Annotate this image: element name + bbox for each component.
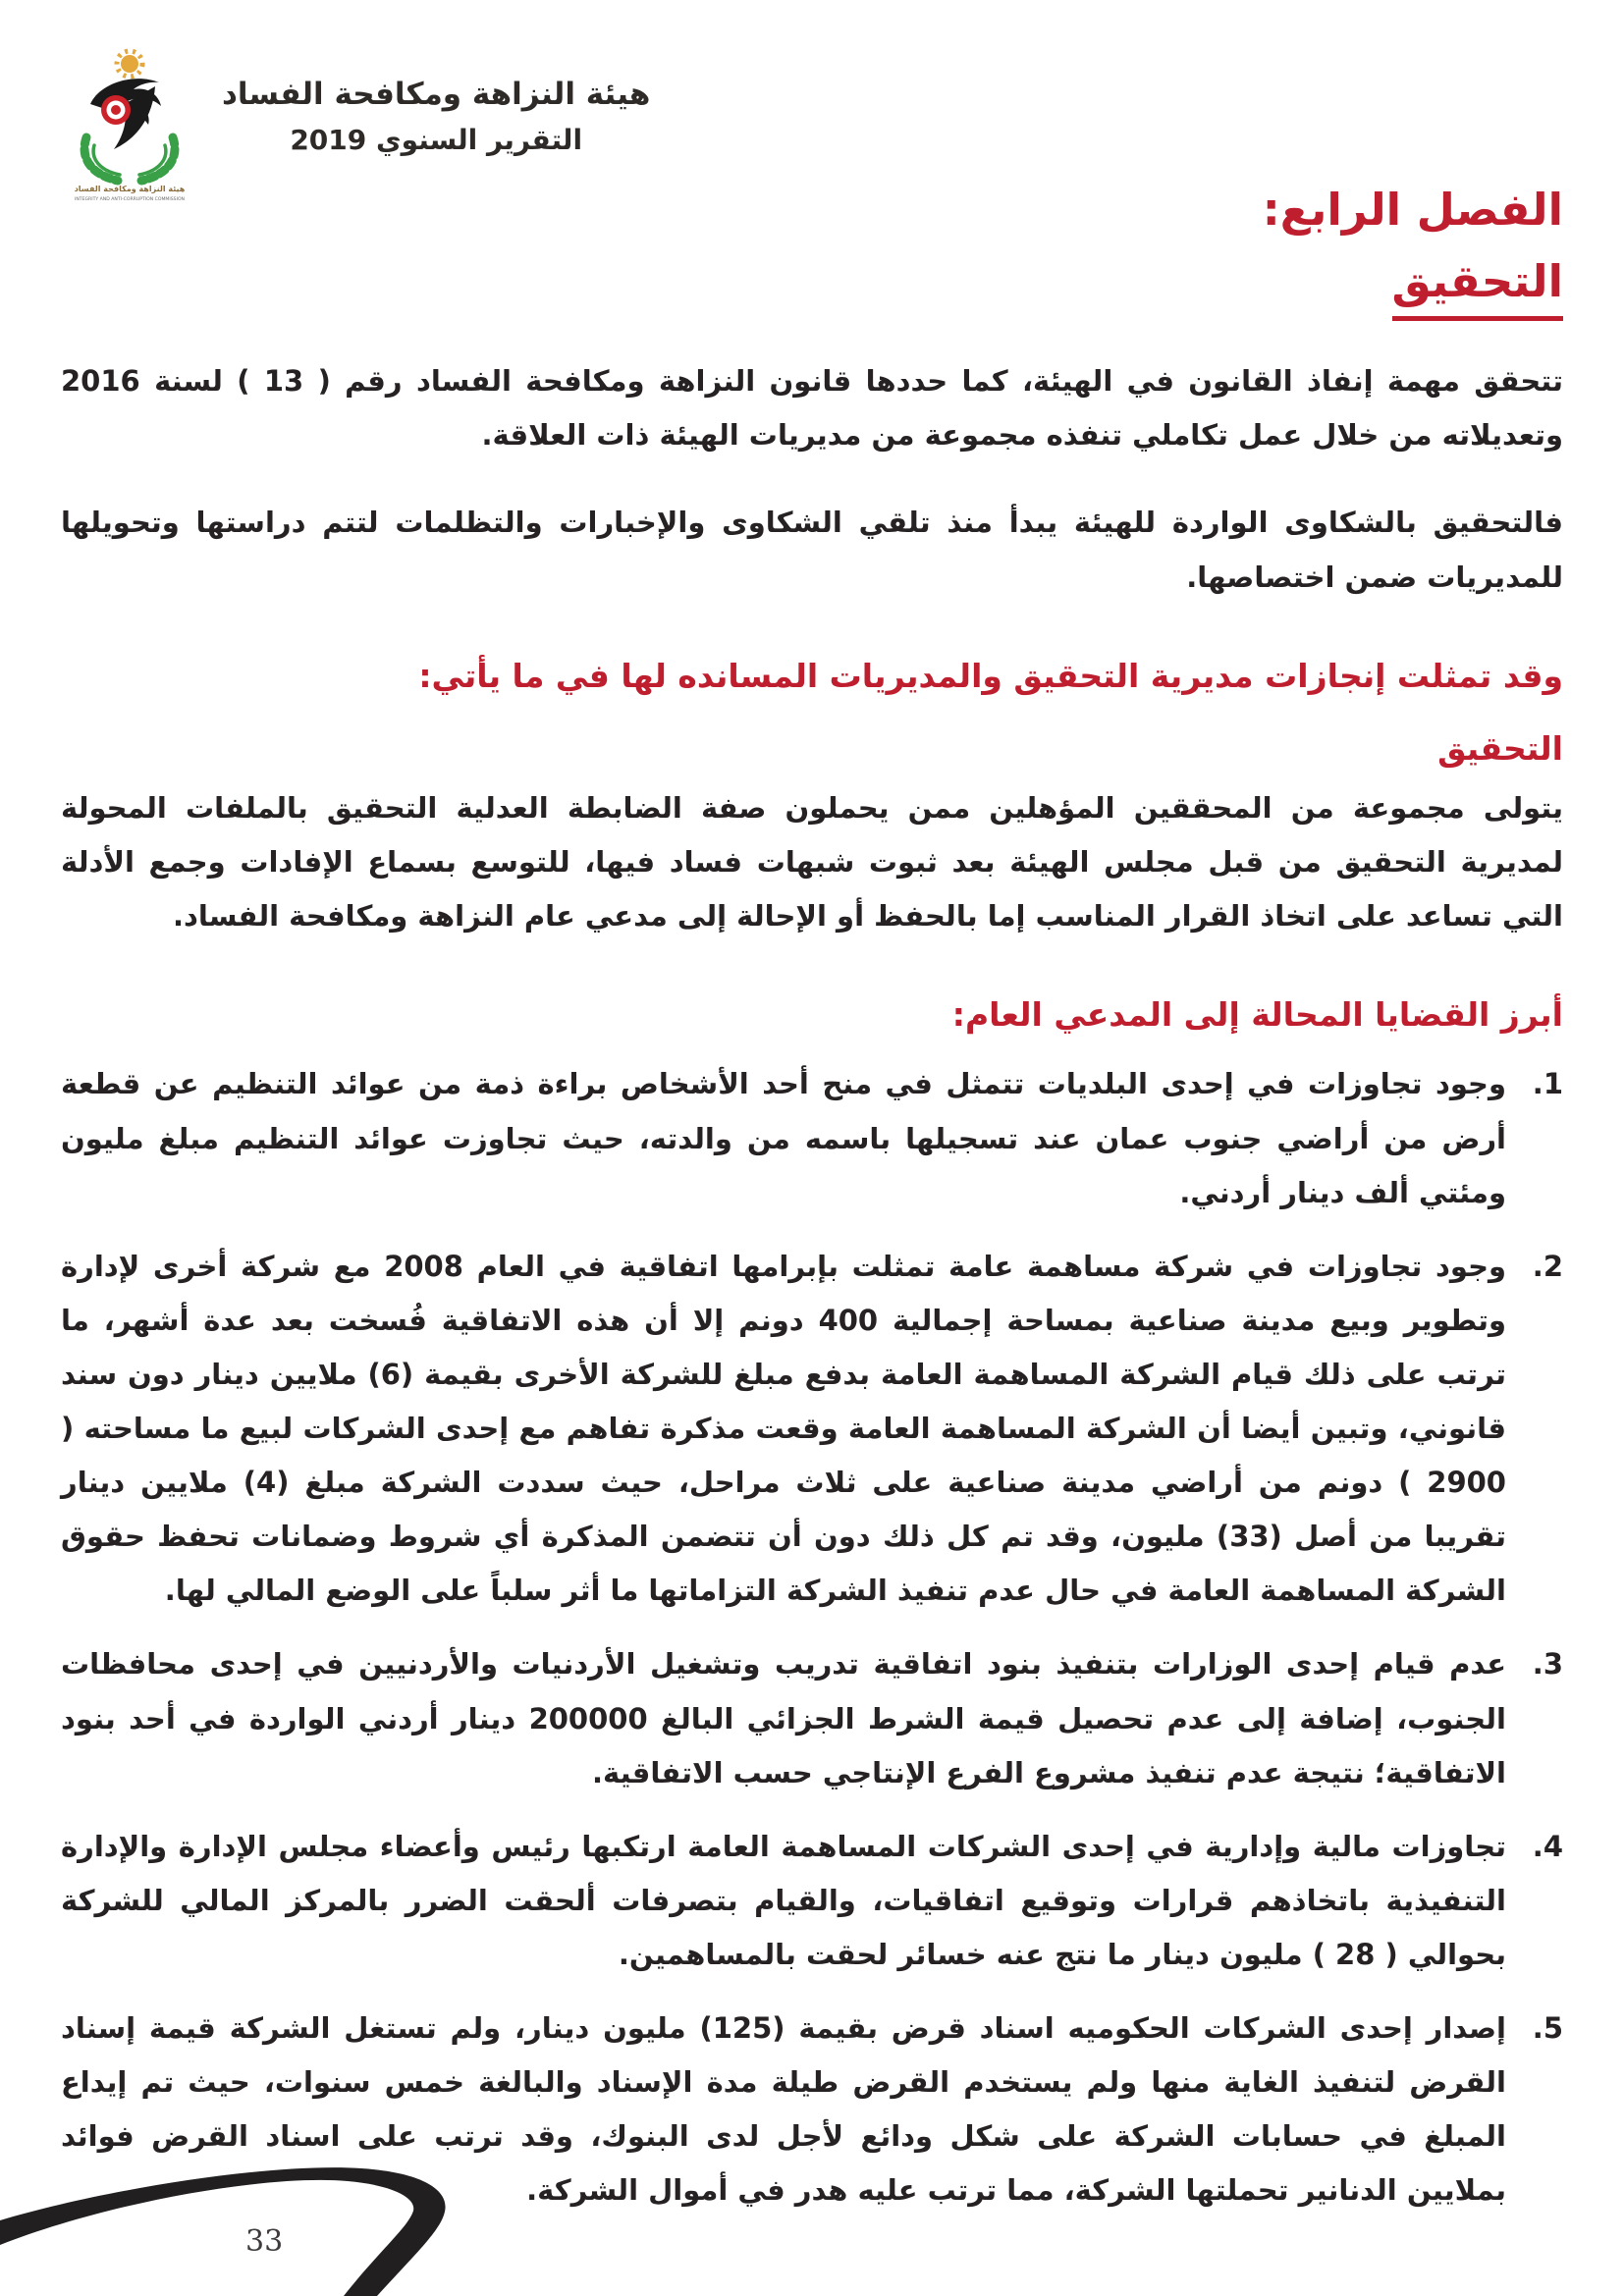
investigation-subheading: التحقيق <box>1437 728 1563 768</box>
intro-paragraph-1: تتحقق مهمة إنفاذ القانون في الهيئة، كما حددها قانون النزاهة ومكافحة الفساد رقم ( 13 ) لسنة 2016 وتعديلاته من خلال عمل تكاملي تنفذه مجموعة من مديريات الهيئة ذات العلاقة. <box>61 364 1563 453</box>
investigation-paragraph: يتولى مجموعة من المحققين المؤهلين ممن يحملون صفة الضابطة العدلية التحقيق بالملفات المحولة لمديرية التحقيق من قبل مجلس الهيئة بعد ثبوت شبهات فساد فيها، للتوسع بسماع الإفادات وجمع الأدلة التي تساعد على اتخاذ القرار المناسب إما بالحفظ أو الإحالة إلى مدعي عام النزاهة ومكافحة الفساد. <box>61 791 1563 934</box>
wreath-icon <box>84 137 175 181</box>
logo-caption-english: INTEGRITY AND ANTI-CORRUPTION COMMISSION <box>74 197 186 202</box>
case-item-text: وجود تجاوزات في شركة مساهمة عامة تمثلت بإبرامها اتفاقية في العام 2008 مع شركة أخرى لإدارة وتطوير وبيع مدينة صناعية بمساحة إجمالية 400 دونم إلا أن هذه الاتفاقية فُسخت بعد عدة أشهر، ما ترتب على ذلك قيام الشركة المساهمة العامة بدفع مبلغ للشركة الأخرى بقيمة (6) ملايين دينار دون سند قانوني، وتبين أيضا أن الشركة المساهمة العامة وقعت مذكرة تفاهم مع إحدى الشركات لبيع ما مساحته ( 2900 ) دونم من أراضي مدينة صناعية على ثلاث مراحل، حيث سددت الشركة مبلغ (4) ملايين دينار تقريبا من أصل (33) مليون، وقد تم كل ذلك دون أن تتضمن المذكرة أي شروط وضمانات تحفظ حقوق الشركة المساهمة العامة في حال عدم تنفيذ الشركة التزاماتها ما أثر سلباً على الوضع المالي لها. <box>61 1249 1507 1608</box>
case-item <box>61 1637 1563 1799</box>
case-item-text: عدم قيام إحدى الوزارات بتنفيذ بنود اتفاقية تدريب وتشغيل الأردنيات والأردنيين في إحدى محافظات الجنوب، إضافة إلى عدم تحصيل قيمة الشرط الجزائي البالغ 200000 دينار أردني الواردة في أحد بنود الاتفاقية؛ نتيجة عدم تنفيذ مشروع الفرع الإنتاجي حسب الاتفاقية. <box>61 1647 1506 1789</box>
logo-caption-arabic: هيئة النزاهة ومكافحة الفساد <box>74 185 186 193</box>
page-number: 33 <box>245 2224 284 2259</box>
case-item-number: 3. <box>1532 1647 1563 1682</box>
case-item-text: إصدار إحدى الشركات الحكوميه اسناد قرض بقيمة (125) مليون دينار، ولم تستغل الشركة قيمة إسناد القرض لتنفيذ الغاية منها ولم يستخدم القرض طيلة مدة الإسناد والبالغة خمس سنوات، حيث تم إيداع المبلغ في حسابات الشركة على شكل ودائع لأجل لدى البنوك، وقد ترتب على اسناد القرض فوائد بملايين الدنانير تحملتها الشركة، مما ترتب عليه هدر في أموال الشركة. <box>61 2010 1506 2208</box>
case-item-number: 2. <box>1532 1249 1563 1283</box>
case-item <box>61 1057 1563 1219</box>
achievements-heading: وقد تمثلت إنجازات مديرية التحقيق والمديريات المسانده لها في ما يأتي: <box>418 656 1563 695</box>
page-header <box>57 47 650 202</box>
case-list <box>61 1057 1563 2217</box>
case-item <box>61 1240 1563 1619</box>
chapter-subtitle-wrap <box>61 255 1563 321</box>
case-item-text: وجود تجاوزات في إحدى البلديات تتمثل في منح أحد الأشخاص براءة ذمة من عوائد التنظيم عن قطعة أرض من أراضي جنوب عمان عند تسجيلها باسمه من والدته، حيث تجاوزت عوائد التنظيم مبلغ مليون ومئتي ألف دينار أردني. <box>61 1067 1506 1209</box>
case-item-text: تجاوزات مالية وإدارية في إحدى الشركات المساهمة العامة ارتكبها رئيس وأعضاء مجلس الإدارة والإدارة التنفيذية باتخاذهم قرارات وتوقيع اتفاقيات، والقيام بتصرفات ألحقت الضرر بالمركز المالي للشركة بحوالي ( 28 ) مليون دينار ما نتج عنه خسائر لحقت بالمساهمين. <box>61 1829 1506 1971</box>
case-item-number: 1. <box>1532 1067 1563 1101</box>
case-item-number: 5. <box>1532 2010 1563 2045</box>
case-item <box>61 1820 1563 1982</box>
page-content <box>61 183 1563 2217</box>
cases-heading: أبرز القضايا المحالة إلى المدعي العام: <box>951 995 1563 1035</box>
organization-name: هيئة النزاهة ومكافحة الفساد <box>222 77 651 112</box>
sun-icon <box>117 51 142 77</box>
header-text <box>222 47 650 156</box>
intro-paragraph-2: فالتحقيق بالشكاوى الواردة للهيئة يبدأ منذ تلقي الشكاوى والإخبارات والتظلمات لتتم دراستها وتحويلها للمديريات ضمن اختصاصها. <box>61 506 1563 594</box>
iacc-logo-icon <box>57 47 202 202</box>
chapter-subtitle: التحقيق <box>1392 255 1563 321</box>
falcon-icon <box>90 79 161 149</box>
case-item-number: 4. <box>1532 1829 1563 1863</box>
corner-swoosh-decoration <box>0 2090 511 2296</box>
chapter-title: الفصل الرابع: <box>1262 184 1563 236</box>
report-title: التقرير السنوي 2019 <box>290 124 583 156</box>
